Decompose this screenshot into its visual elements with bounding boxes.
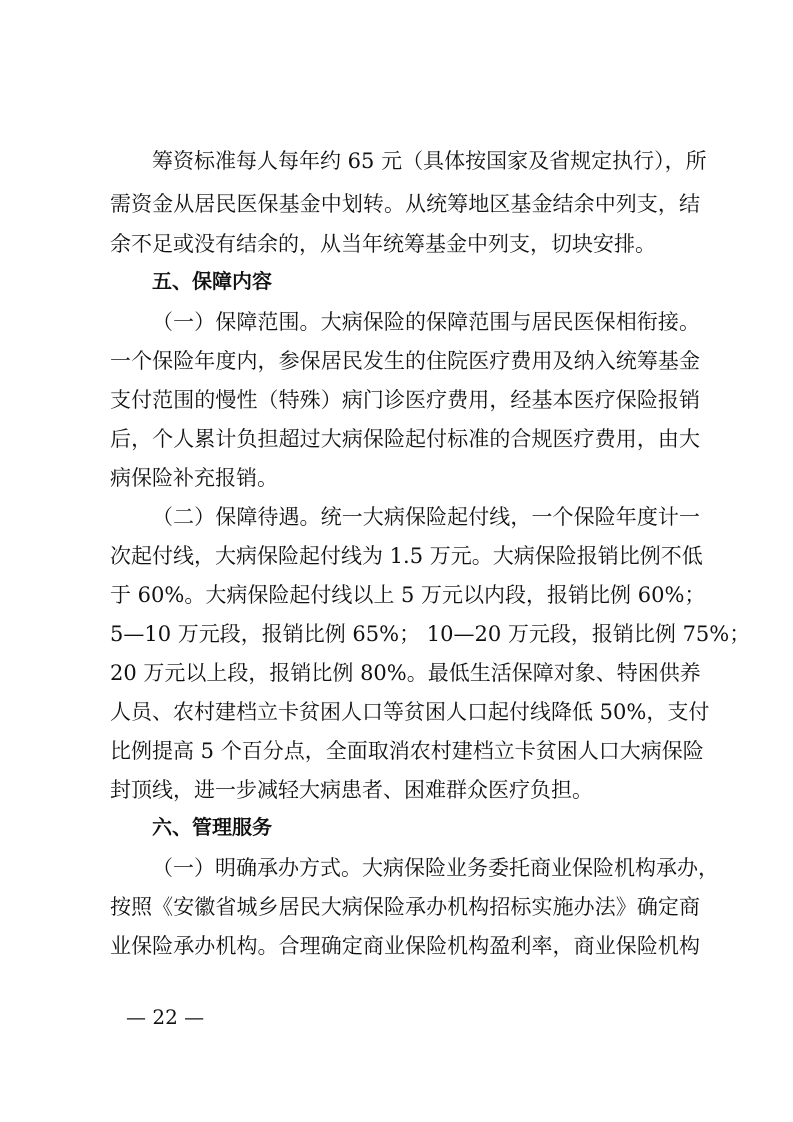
paragraph-line: （一）明确承办方式。大病保险业务委托商业保险机构承办， <box>152 856 719 880</box>
paragraph-line: 余不足或没有结余的，从当年统筹基金中列支，切块安排。 <box>110 232 656 256</box>
paragraph-line: 于 60%。大病保险起付线以上 5 万元以内段，报销比例 60%； <box>110 583 706 607</box>
paragraph-line: 20 万元以上段，报销比例 80%。最低生活保障对象、特困供养 <box>110 661 701 685</box>
paragraph-line: 5—10 万元段，报销比例 65%； 10—20 万元段，报销比例 75%； <box>110 622 751 646</box>
paragraph-line: （一）保障范围。大病保险的保障范围与居民医保相衔接。 <box>152 310 700 334</box>
paragraph-line: （二）保障待遇。统一大病保险起付线，一个保险年度计一 <box>152 505 700 529</box>
section-heading-5: 五、保障内容 <box>152 269 272 293</box>
paragraph-line: 需资金从居民医保基金中划转。从统筹地区基金结余中列支，结 <box>110 192 700 216</box>
paragraph-line: 筹资标准每人每年约 65 元（具体按国家及省规定执行），所 <box>152 149 707 173</box>
paragraph-line: 次起付线，大病保险起付线为 1.5 万元。大病保险报销比例不低 <box>110 544 703 568</box>
paragraph-line: 支付范围的慢性（特殊）病门诊医疗费用，经基本医疗保险报销 <box>110 388 700 412</box>
section-heading-6: 六、管理服务 <box>152 815 272 839</box>
paragraph-line: 后，个人累计负担超过大病保险起付标准的合规医疗费用，由大 <box>110 427 700 451</box>
paragraph-line: 一个保险年度内，参保居民发生的住院医疗费用及纳入统筹基金 <box>110 349 700 373</box>
paragraph-line: 比例提高 5 个百分点，全面取消农村建档立卡贫困人口大病保险 <box>110 739 704 763</box>
paragraph-line: 封顶线，进一步减轻大病患者、困难群众医疗负担。 <box>110 778 593 802</box>
paragraph-line: 人员、农村建档立卡贫困人口等贫困人口起付线降低 50%，支付 <box>110 700 710 724</box>
paragraph-line: 病保险补充报销。 <box>110 466 278 490</box>
page-number: — 22 — <box>126 1005 205 1029</box>
paragraph-line: 按照《安徽省城乡居民大病保险承办机构招标实施办法》确定商 <box>110 895 700 919</box>
paragraph-line: 业保险承办机构。合理确定商业保险机构盈利率，商业保险机构 <box>110 934 700 958</box>
